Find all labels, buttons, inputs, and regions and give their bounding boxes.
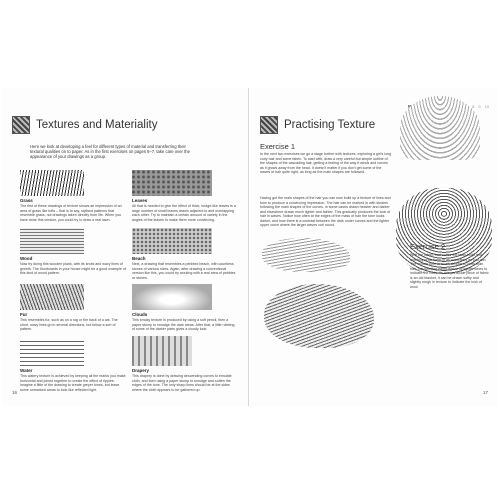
texture-desc: Next, a drawing that resembles a pebbled beach, with countless stones of various sizes. Again, after drawing a conventional version like this, you could try working with a real area of pebbles or stones. — [132, 262, 236, 280]
exercise-1-title: Exercise 1 — [260, 142, 296, 151]
texture-label: Grass — [20, 198, 33, 203]
left-page — [2, 88, 249, 406]
page-number-right: 17 — [482, 390, 488, 395]
fur-swatch — [20, 284, 84, 310]
texture-water — [20, 340, 126, 392]
pencil-hatch-icon — [12, 116, 30, 134]
clouds-swatch — [132, 284, 212, 310]
texture-label: Fur — [20, 312, 28, 317]
pencil-hatch-icon — [260, 116, 278, 134]
texture-desc: The first of these drawings of texture shows an impression of an area of grass like tufts – that is to say, stylised patterns that resemble grass, not drawings taken directly from life. When you have done this version, you could try to draw a real lawn. — [20, 204, 122, 222]
texture-desc: All that is needed to give the effect of thick, hedge-like leaves is a large number of small leaves drawn adjacent to and overlapping each other. Try to maintain a certain amount of variety in the angles of the leaves to make them more convincing. — [132, 204, 236, 222]
texture-wood — [20, 228, 126, 276]
page-title: Textures and Materiality — [36, 119, 158, 131]
left-title-row — [12, 114, 157, 136]
water-swatch — [20, 340, 84, 366]
texture-label: Leaves — [132, 198, 148, 203]
texture-grass — [20, 170, 126, 222]
week-number: 9 — [478, 104, 481, 109]
wood-swatch — [20, 228, 84, 254]
exercise-2-text: With the fabric, first notice the main folds and carefully draw them in as accurately as you can. The texture here is much simpler to draw than hair, just needing either darker or lighter tones to indicate the folds. As this particular piece of fabric is an old blanket, it can be drawn softly and slightly rough in texture to indicate the look of wool. — [410, 253, 489, 289]
right-page — [250, 88, 498, 406]
texture-label: Drapery — [132, 368, 150, 373]
texture-label: Beach — [132, 256, 146, 261]
texture-beach — [132, 228, 238, 280]
grass-swatch — [20, 170, 84, 196]
page-number-left: 16 — [12, 390, 18, 395]
texture-label: Wood — [20, 256, 33, 261]
texture-desc: This resembles fur, such as on a rug or the back of a cat. The short, wavy lines go in several directions, but follow a sort of pattern. — [20, 318, 118, 332]
texture-leaves — [132, 170, 238, 222]
intro-text: Here we look at developing a feel for different types of material and transferring their textural qualities on to paper. As in the first exercises on pages 6–7, take care over the appearance of your drawings as a group. — [30, 144, 190, 160]
fabric-outline-drawing — [262, 238, 350, 272]
texture-fur — [20, 284, 126, 332]
fabric-textured-drawing — [264, 284, 374, 348]
texture-desc: This drapery is done by drawing descending curves to emulate cloth, and then using a paper stump to smudge and soften the edges of the tone. The only sharp lines should be at the sides where the cloth appears to be gathered up. — [132, 374, 232, 392]
page-title: Practising Texture — [284, 119, 376, 131]
texture-label: Clouds — [132, 312, 148, 317]
exercise-1-text-2: Having got the main shapes of the hair you can now build up a texture of lines and tone to produce a convincing impression. The hair can be marked in with strokes following the main shapes of the curves, in some cases drawn heavier and darker and elsewhere drawn much lighter and fainter. This gradually produces the look of hair in waves. Notice how often at the edges of the mass of hair the tone looks darker, and how there is a contrast between the dark under curves and the lighter upper curve where the larger waves curl round. — [260, 196, 391, 227]
beach-swatch — [132, 228, 212, 254]
book-spread — [2, 88, 498, 406]
texture-desc: This smoky texture is produced by using a soft pencil, then a paper stump to smudge the dark areas. After that, a little rubbing of some of the darker parts gives a cloudy look. — [132, 318, 235, 332]
texture-drapery — [132, 336, 238, 392]
drapery-swatch — [132, 336, 192, 366]
texture-label: Water — [20, 368, 33, 373]
week-number: 8 — [472, 104, 475, 109]
texture-desc: Now try doing this wooden plank, with its knots and wavy lines of growth. The floorboards in your house might be a good example of this kind of wood pattern. — [20, 262, 126, 276]
week-number: 10 — [484, 104, 489, 109]
texture-desc: This watery texture is achieved by keeping all the marks you make horizontal and joined together to create the effect of ripples. Imagine a little of the drawing to create greyer tones, but leave some unmarked areas to look like reflected light. — [20, 374, 126, 392]
exercise-1-text: In the next two exercises we go a stage further with textures, exploring a girl's long curly hair and some fabric. To start with, draw a very careful but simple outline of the shapes of the cascading hair, getting a feeling of the way it winds and curves as it grows away from the head. It doesn't matter if you don't get some of the waves of hair quite right, as long as the main shapes are followed. — [260, 152, 392, 174]
exercise-2-title: Exercise 2 — [410, 242, 446, 251]
hair-outline-drawing — [400, 96, 480, 160]
leaves-swatch — [132, 170, 212, 196]
texture-clouds — [132, 284, 238, 332]
right-title-row — [260, 114, 375, 136]
